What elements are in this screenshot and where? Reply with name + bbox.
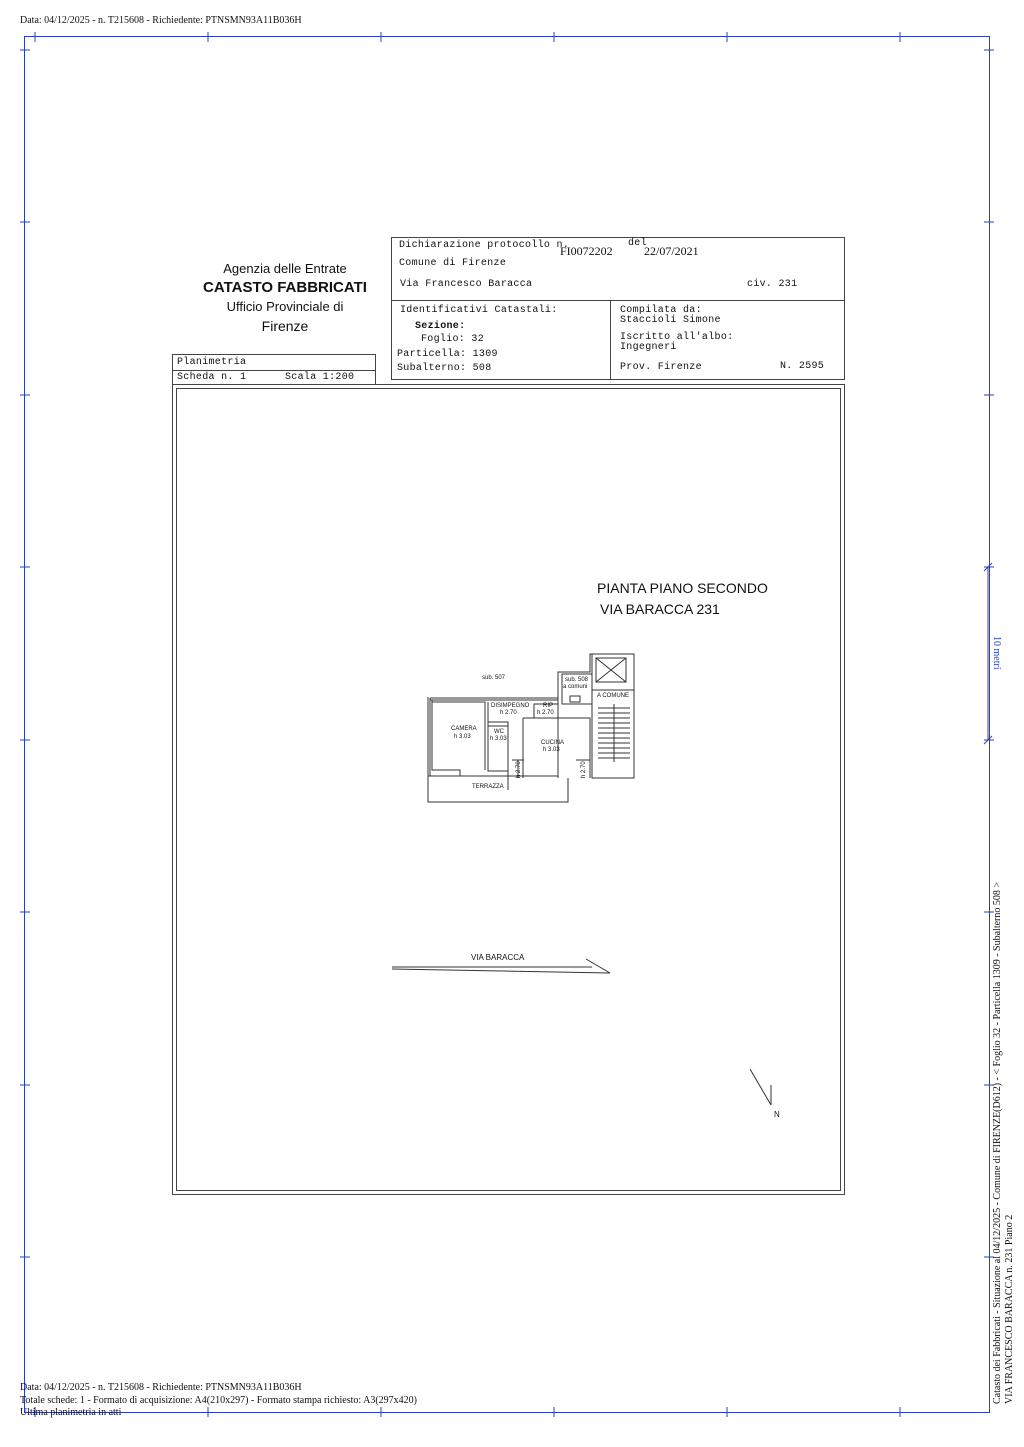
- footer-line3: Ultima planimetria in atti: [20, 1407, 122, 1418]
- wc-height: h 3.03: [490, 736, 507, 742]
- foglio: Foglio: 32: [421, 334, 485, 345]
- sezione: Sezione:: [415, 321, 466, 332]
- compiled-title: Compilata da:: [620, 305, 702, 316]
- north-label: N: [774, 1110, 780, 1119]
- sub-507-label: sub. 507: [482, 675, 506, 681]
- identifiers-title: Identificativi Catastali:: [400, 305, 558, 316]
- camera-label: CAMERA: [451, 726, 477, 732]
- plan-subtitle: VIA BARACCA 231: [600, 601, 720, 617]
- agency-name: Agenzia delle Entrate: [223, 261, 347, 276]
- north-arrow-icon: [745, 1065, 775, 1110]
- divider: [173, 370, 375, 371]
- agency-block: [180, 261, 390, 337]
- rip-label: RIP: [543, 703, 554, 709]
- divider: [392, 300, 844, 301]
- address: Via Francesco Baracca: [400, 279, 533, 290]
- scale-bar-label: 10 metri: [991, 636, 1002, 670]
- cucina-height: h 3.03: [543, 747, 560, 753]
- a-comuni-label: a comuni: [563, 684, 588, 690]
- scale-label: Scala 1:200: [285, 372, 355, 383]
- ufficio-city: Firenze: [261, 318, 309, 334]
- side-info: [992, 882, 1016, 1404]
- cucina-label: CUCINA: [541, 740, 565, 746]
- footer-line2: Totale schede: 1 - Formato di acquisizione: A4(210x297) - Formato stampa richiesto: A3(297x420): [20, 1395, 417, 1406]
- disimpegno-label: DISIMPEGNO: [491, 703, 530, 709]
- subalterno: Subalterno: 508: [397, 363, 492, 374]
- protocol-label: Dichiarazione protocollo n.: [399, 240, 570, 251]
- side-info-line1: Catasto dei Fabbricati - Situazione al 04/12/2025 - Comune di FIRENZE(D612) - < Foglio 32 - Particella 1309 - Subalterno 508 >: [992, 881, 1003, 1404]
- province: Prov. Firenze: [620, 362, 702, 373]
- civic-number: civ. 231: [747, 279, 798, 290]
- disimpegno-height: h 2.70: [500, 710, 517, 716]
- divider: [610, 300, 611, 379]
- a-comune-label: A COMUNE: [597, 693, 630, 699]
- street-label: VIA BARACCA: [471, 953, 525, 962]
- height-label-left: h 2.70: [516, 761, 522, 778]
- rip-height: h 2.70: [537, 710, 554, 716]
- terrazza-label: TERRAZZA: [472, 784, 504, 790]
- catasto-title: CATASTO FABBRICATI: [203, 279, 367, 296]
- header-line: Data: 04/12/2025 - n. T215608 - Richiedente: PTNSMN93A11B036H: [20, 15, 302, 26]
- protocol-number: FI0072202: [560, 244, 613, 258]
- albo-value: Ingegneri: [620, 342, 677, 353]
- protocol-date: 22/07/2021: [644, 244, 699, 258]
- registration-number: N. 2595: [780, 361, 825, 372]
- compiler-name: Staccioli Simone: [620, 315, 721, 326]
- del-label: del: [628, 238, 647, 249]
- particella: Particella: 1309: [397, 349, 498, 360]
- footer-line1: Data: 04/12/2025 - n. T215608 - Richiedente: PTNSMN93A11B036H: [20, 1382, 302, 1393]
- height-label-right: h 2.70: [581, 761, 587, 778]
- sub-508-label: sub. 508: [565, 677, 589, 683]
- ufficio-label: Ufficio Provinciale di: [226, 299, 344, 314]
- comune: Comune di Firenze: [399, 258, 507, 269]
- camera-height: h 3.03: [454, 734, 471, 740]
- scheda-label: Scheda n. 1: [177, 372, 247, 383]
- albo-label: Iscritto all'albo:: [620, 332, 734, 343]
- side-info-line2: VIA FRANCESCO BARACCA n. 231 Piano 2: [1004, 1214, 1015, 1404]
- wc-label: WC: [494, 729, 504, 735]
- plan-title: PIANTA PIANO SECONDO: [597, 580, 768, 596]
- planimetria-label: Planimetria: [177, 357, 247, 368]
